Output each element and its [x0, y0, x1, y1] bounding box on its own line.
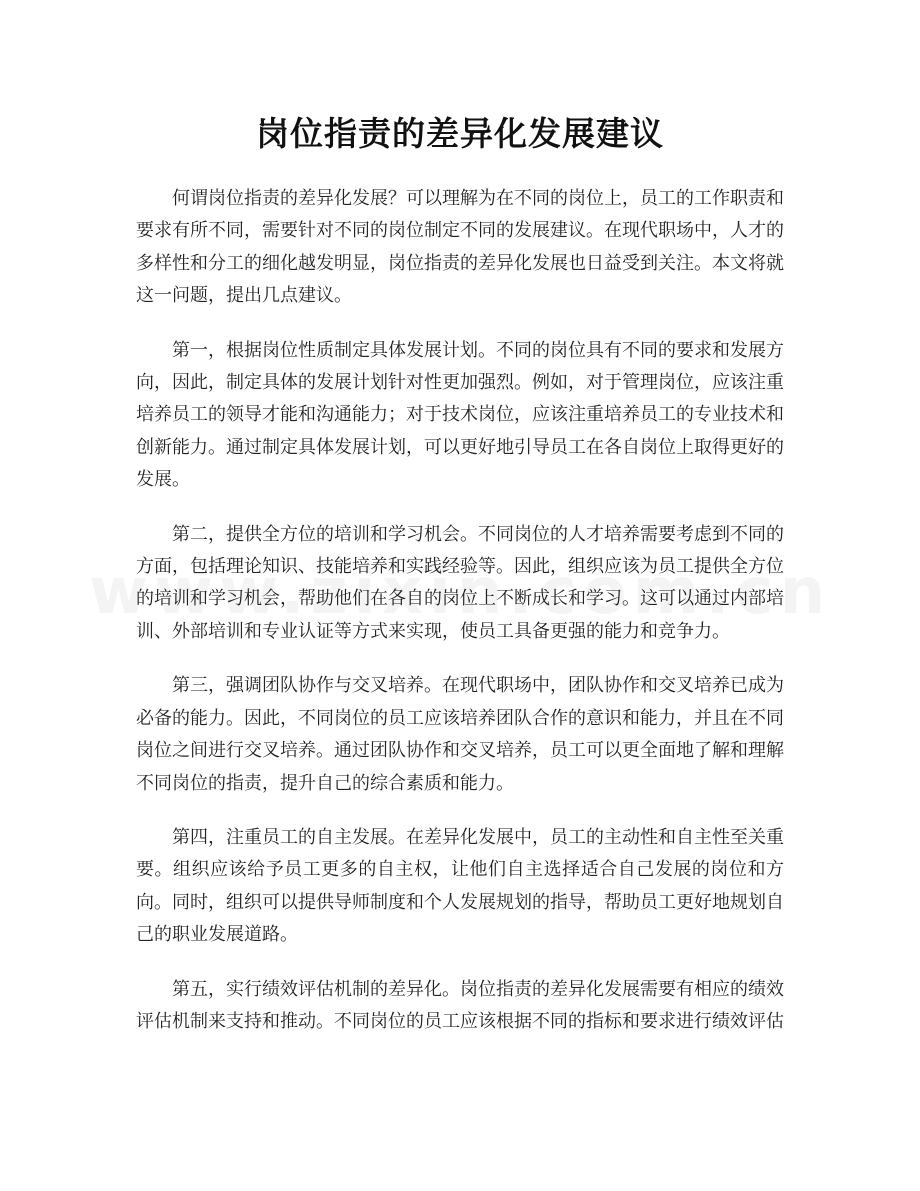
- paragraph-third: 第三，强调团队协作与交叉培养。在现代职场中，团队协作和交叉培养已成为必备的能力。因此，不同岗位的员工应该培养团队合作的意识和能力，并且在不同岗位之间进行交叉培养。通过团队协作和交叉培养，员工可以更全面地了解和理解不同岗位的指责，提升自己的综合素质和能力。: [136, 675, 784, 794]
- document-title: 岗位指责的差异化发展建议: [256, 114, 664, 153]
- paragraph-second: 第二，提供全方位的培训和学习机会。不同岗位的人才培养需要考虑到不同的方面，包括理论知识、技能培养和实践经验等。因此，组织应该为员工提供全方位的培训和学习机会，帮助他们在各自的岗位上不断成长和学习。这可以通过内部培训、外部培训和专业认证等方式来实现，使员工具备更强的能力和竞争力。: [136, 523, 784, 642]
- paragraph-intro: 何谓岗位指责的差异化发展？可以理解为在不同的岗位上，员工的工作职责和要求有所不同，需要针对不同的岗位制定不同的发展建议。在现代职场中，人才的多样性和分工的细化越发明显，岗位指责的差异化发展也日益受到关注。本文将就这一问题，提出几点建议。: [136, 188, 784, 307]
- paragraph-first: 第一，根据岗位性质制定具体发展计划。不同的岗位具有不同的要求和发展方向，因此，制定具体的发展计划针对性更加强烈。例如，对于管理岗位，应该注重培养员工的领导才能和沟通能力；对于技术岗位，应该注重培养员工的专业技术和创新能力。通过制定具体发展计划，可以更好地引导员工在各自岗位上取得更好的发展。: [136, 339, 784, 491]
- paragraph-fifth: 第五，实行绩效评估机制的差异化。岗位指责的差异化发展需要有相应的绩效评估机制来支持和推动。不同岗位的员工应该根据不同的指标和要求进行绩效评估: [136, 978, 784, 1032]
- document-body: [136, 183, 784, 1060]
- paragraph-fourth: 第四，注重员工的自主发展。在差异化发展中，员工的主动性和自主性至关重要。组织应该给予员工更多的自主权，让他们自主选择适合自己发展的岗位和方向。同时，组织可以提供导师制度和个人发展规划的指导，帮助员工更好地规划自己的职业发展道路。: [136, 826, 784, 946]
